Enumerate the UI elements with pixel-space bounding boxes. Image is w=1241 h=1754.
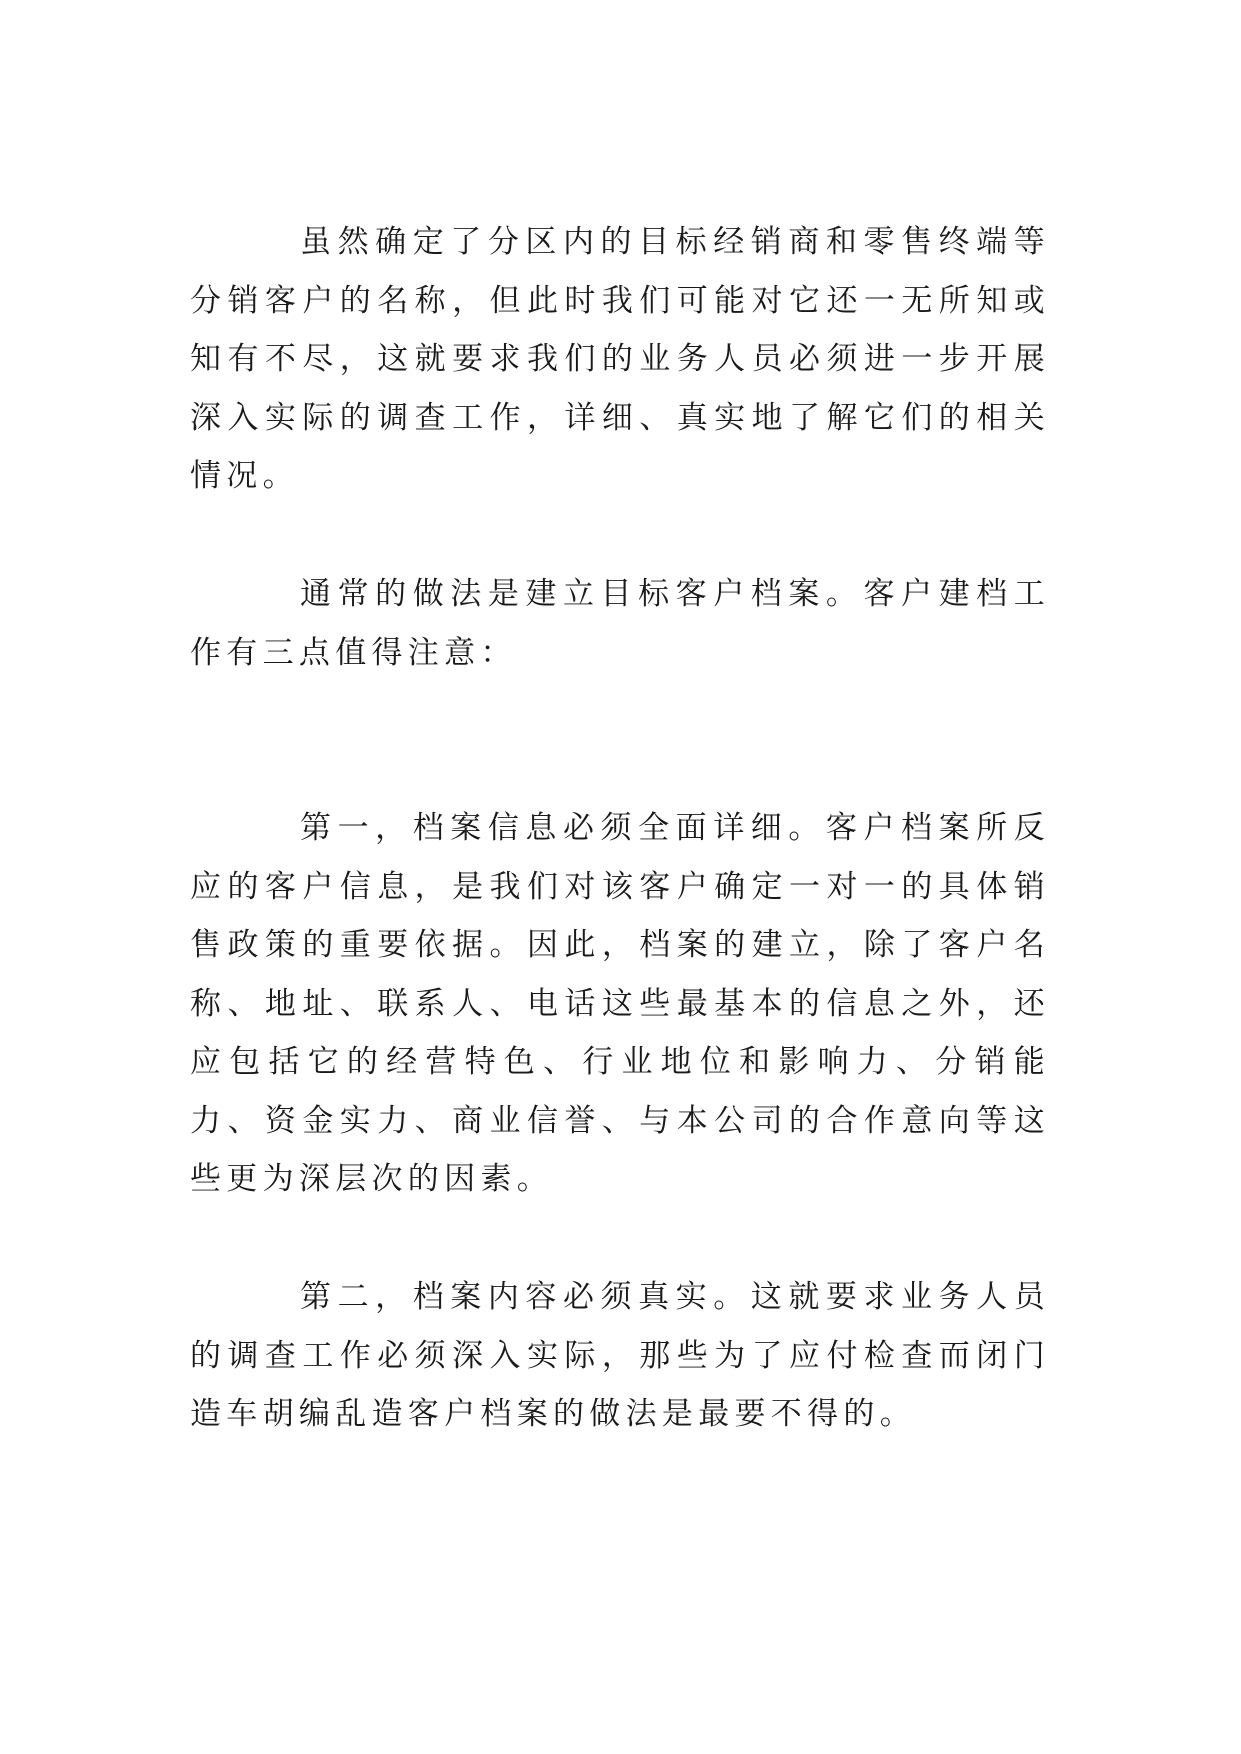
paragraph-customer-archive-intro: 通常的做法是建立目标客户档案。客户建档工作有三点值得注意： bbox=[190, 576, 1050, 671]
paragraph-point-two: 第二，档案内容必须真实。这就要求业务人员的调查工作必须深入实际，那些为了应付检查而闭门造车胡编乱造客户档案的做法是最要不得的。 bbox=[190, 1279, 1050, 1432]
paragraph-point-one: 第一，档案信息必须全面详细。客户档案所反应的客户信息，是我们对该客户确定一对一的具体销售政策的重要依据。因此，档案的建立，除了客户名称、地址、联系人、电话这些最基本的信息之外，还应包括它的经营特色、行业地位和影响力、分销能力、资金实力、商业信誉、与本公司的合作意向等这些更为深层次的因素。 bbox=[190, 810, 1050, 1197]
paragraph-target-customer-names: 虽然确定了分区内的目标经销商和零售终端等分销客户的名称，但此时我们可能对它还一无所知或知有不尽，这就要求我们的业务人员必须进一步开展深入实际的调查工作，详细、真实地了解它们的相关情况。 bbox=[190, 224, 1050, 494]
